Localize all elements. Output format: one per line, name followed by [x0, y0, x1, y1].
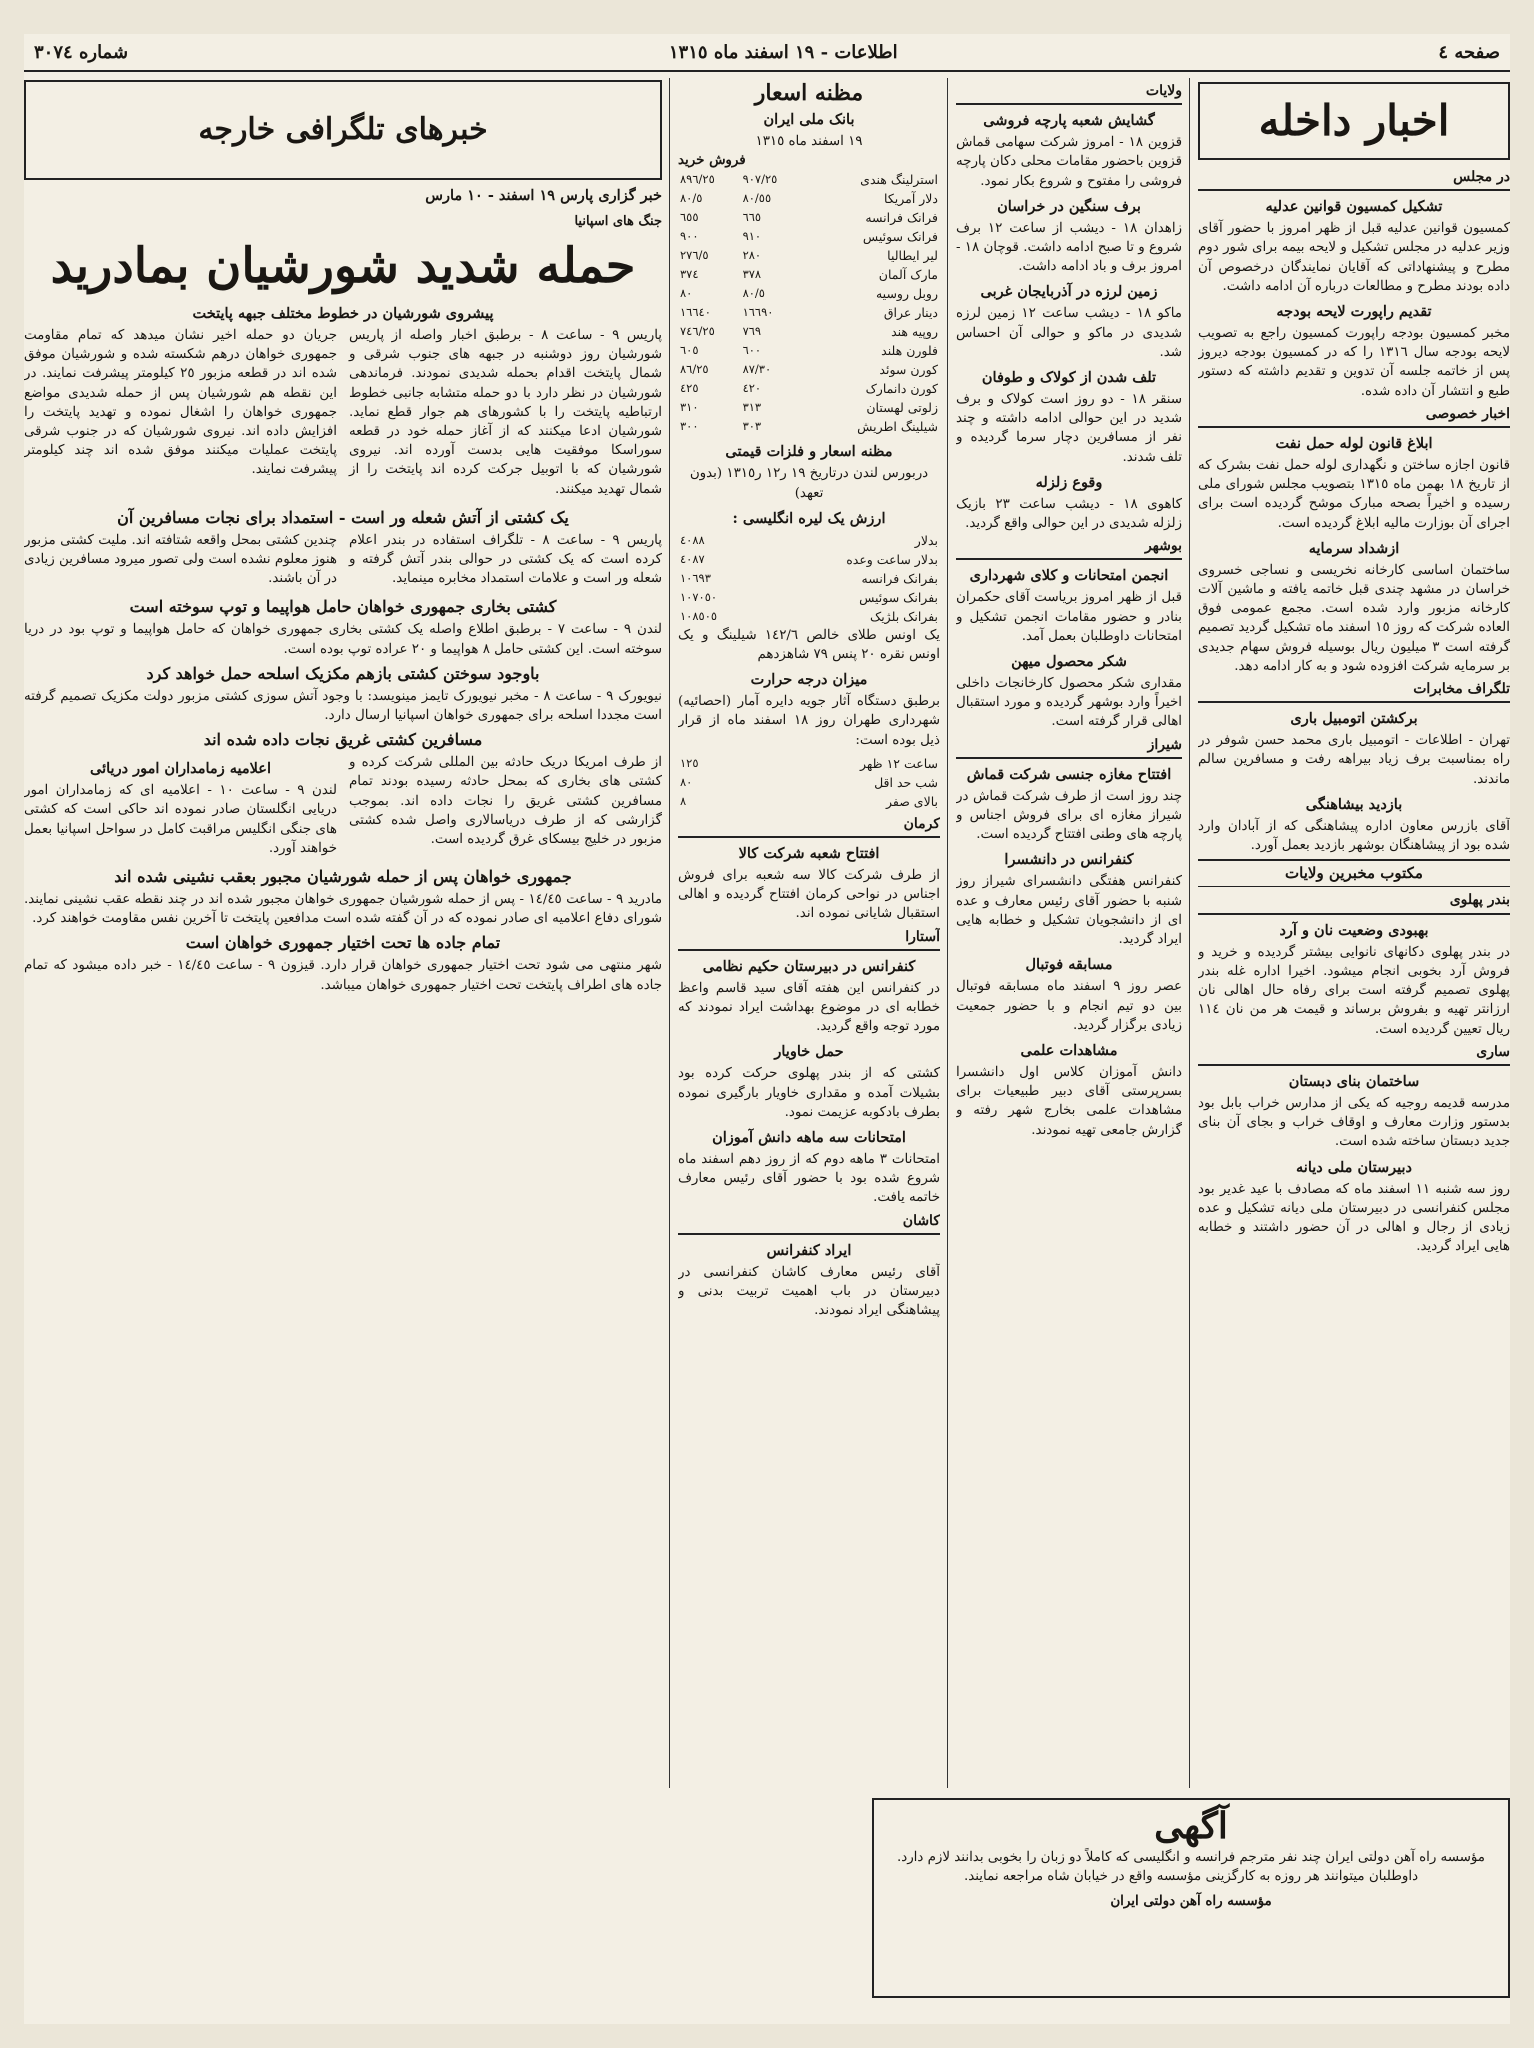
table-cell: ٢٨٠: [742, 248, 762, 263]
table-cell: استرلینگ هندی: [860, 172, 938, 188]
foreign-news-banner: [24, 80, 662, 180]
table-row: [678, 607, 940, 626]
banner-title: خبرهای تلگرافی خارجه: [188, 120, 497, 139]
article-text: چند روز است از طرف شرکت قماش در شیراز مغازه ای برای فروش اجناس و پارچه های وطنی افتتاح گردیده است.: [956, 788, 1182, 843]
dateline: خبر گزاری پارس ١٩ اسفند - ١٠ مارس: [425, 187, 662, 204]
headline: جمهوری خواهان پس از حمله شورشیان مجبور بعقب نشینی شده اند: [114, 867, 572, 887]
table-cell: ١٦٦٤٠: [680, 305, 711, 320]
headline: ایراد کنفرانس: [766, 1241, 852, 1259]
article-text: سنقر ١٨ - دو روز است کولاک و برف شدید در این حوالی ادامه داشته و چند نفر از مسافرین دچار سرما گردیده و تلف شدند.: [956, 392, 1182, 465]
article-text: یک اونس طلای خالص ١٤٢/٦ شیلینگ و یک اونس نقره ٢٠ پنس ٧٩ شاهزدهم: [678, 627, 940, 663]
table-cell: ٩١٠: [742, 229, 762, 244]
headline: افتتاح شعبه شرکت کالا: [738, 845, 880, 863]
table-cell: ١٢٥: [680, 755, 699, 770]
exchange-rates-column: [678, 78, 940, 1798]
headline: کنفرانس در دبیرستان حکیم نظامی: [702, 957, 916, 975]
headline: برف سنگین در خراسان: [997, 197, 1141, 215]
sub-headline: پیشروی شورشیان در خطوط مختلف جبهه پایتخت: [192, 305, 494, 322]
table-cell: فرانک فرانسه: [865, 210, 938, 226]
table-cell: ٣٠٣: [742, 419, 762, 434]
headline: برکشتن اتومبیل باری: [1290, 710, 1418, 728]
table-cell: کورن سوئد: [879, 362, 938, 378]
table-cell: ٨٠: [680, 286, 693, 301]
railway-advertisement: [872, 1798, 1510, 1998]
issue-number: شماره ٣٠٧٤: [34, 41, 129, 63]
table-cell: بفرانک سوئیس: [859, 589, 938, 605]
section-astara: آستارا: [678, 928, 940, 951]
table-cell: ٤٢٥: [680, 381, 699, 396]
column-rule: [947, 78, 948, 1788]
headline: ارزش یک لیره انگلیسی :: [732, 509, 886, 527]
bourse-note: دربورس لندن درتاریخ ١٩ ر١٢ ر١٣١٥ (بدون تعهد): [689, 466, 929, 501]
article-text: تهران - اطلاعات - اتومبیل باری محمد حسن شوفر در راه بمناسبت برف زیاد بیراهه رفت و مسافرین سالم ماندند.: [1198, 733, 1510, 787]
table-cell: ٨٠: [680, 774, 693, 789]
article-text: پاریس ٩ - ساعت ٨ - تلگراف استفاده در بندر اعلام کرده است که یک کشتی در حوالی بندر آتش گرفته و شعله ور است و علامات استمداد مخابره مینماید.: [349, 532, 662, 587]
table-cell: ٦٠٥: [680, 343, 699, 358]
section-telegraph: تلگراف مخابرات: [1198, 680, 1510, 703]
table-cell: ١٠٦٩٣: [680, 570, 711, 585]
ship-fire-article: [24, 531, 662, 593]
table-cell: دینار عراق: [883, 305, 938, 321]
table-row: [678, 303, 940, 322]
section-bushehr: بوشهر: [956, 537, 1182, 560]
table-row: [678, 170, 940, 189]
table-row: [678, 208, 940, 227]
table-cell: فرانک سوئیس: [862, 229, 938, 245]
article-text: در بندر پهلوی دکانهای نانوایی بیشتر گردیده و خرید و فروش آرد بخوبی انجام میشود. اخیرا اداره غله بندر پهلوی تصمیم گرفته است برای رفاه حال اهالی نان ارزانتر تهیه و بفروش برساند و قیمت هر من نان ١١٤ ریال تعیین گردیده است.: [1198, 944, 1510, 1037]
article-text: از طرف شرکت کالا سه شعبه برای فروش اجناس در نواحی کرمان افتتاح گردیده و اهالی استقبال شایانی نموده اند.: [678, 868, 940, 922]
headline: تلف شدن از کولاک و طوفان: [981, 369, 1157, 387]
table-cell: ٢٧٦/٥: [680, 248, 709, 263]
lead-article: [24, 326, 662, 503]
table-row: [678, 588, 940, 607]
article-text: مدرسه قدیمه روجیه که یکی از مدارس خراب بابل بود بدستور وزارت معارف و اوقاف خراب و بجای آن بنای جدید دبستان ساخته شده است.: [1198, 1095, 1510, 1150]
headline: انجمن امتحانات و کلای شهرداری: [969, 567, 1169, 585]
table-row: [678, 417, 940, 436]
table-cell: ٨٠/٥٥: [742, 191, 772, 206]
section-majlis: در مجلس: [1198, 168, 1510, 191]
table-row: [678, 360, 940, 379]
ad-body: مؤسسه راه آهن دولتی ایران چند نفر مترجم فرانسه و انگلیسی که کاملاً دو زبان را بخوبی بدانند لازم دارد. داوطلبان میتوانند هر روزه به کارگزینی مؤسسه واقع در خیابان شاه مراجعه نمایند.: [897, 1850, 1485, 1884]
article-text: شهر منتهی می شود تحت اختیار جمهوری خواهان قرار دارد. قیزون ٩ - ساعت ١٤/٤٥ - خبر داده میشود که تمام جاده های اطراف پایتخت تحت اختیار جمهوری خواهان میباشد.: [24, 958, 662, 993]
table-cell: شب حد اقل: [874, 774, 938, 790]
provinces-column: [956, 78, 1182, 1798]
page-header: [24, 34, 1510, 72]
table-row: [678, 227, 940, 246]
page-number: صفحه ٤: [1438, 41, 1500, 63]
article-text: لندن ٩ - ساعت ١٠ - اعلامیه ای که زمامداران امور دریایی انگلستان صادر نموده اند حاکی است که کشتی های جنگی انگلیس مراقبت کامل در سواحل اسپانیا بعمل خواهند آورد.: [24, 783, 337, 856]
section-kashan: کاشان: [678, 1212, 940, 1235]
section-private: اخبار خصوصی: [1198, 405, 1510, 428]
table-cell: ٦٦٥: [742, 210, 762, 225]
headline: وقوع زلزله: [1035, 473, 1103, 491]
header-date: اطلاعات - ١٩ اسفند ماه ١٣١٥: [668, 41, 898, 63]
table-cell: روبل روسیه: [875, 286, 938, 302]
table-cell: بفرانک بلژیک: [870, 608, 938, 624]
headline: ساختمان بنای دبستان: [1288, 1072, 1420, 1090]
headline: زمین لرزه در آذربایجان غربی: [980, 283, 1158, 301]
article-text: امتحانات ٣ ماهه دوم که از روز دهم اسفند ماه شروع شده بود با حضور آقای رئیس معارف خاتمه یافت.: [678, 1152, 940, 1206]
rates-column-heads: فروش خرید: [678, 152, 746, 169]
table-row: [678, 265, 940, 284]
column-rule: [669, 78, 670, 1788]
table-row: [678, 379, 940, 398]
article-text: مقداری شکر محصول کارخانجات داخلی اخیراً وارد بوشهر گردیده و مورد استقبال اهالی قرار گرفته است.: [956, 676, 1182, 730]
headline: مشاهدات علمی: [1020, 1041, 1118, 1059]
table-row: [678, 773, 940, 792]
article-text: کاهوی ١٨ - دیشب ساعت ٢٣ بازیک زلزله شدیدی در این حوالی واقع گردید.: [956, 496, 1182, 532]
article-text: جریان دو حمله اخیر نشان میدهد که تمام مقاومت جمهوری خواهان درهم شکسته شده و شورشیان موفق شده اند در قطعه مزبور ٢٥ کیلومتر پیشرفت نمایند. در این نقطه هم شورشیان پس از حمله شدیدی مواضع جمهوری خواهان را اشغال نموده و تهدید پایتخت را افزایش داده اند. نیروی شورشیان که در جنوب شرقی پایتخت عملیات میکنند موفق شده اند چند کیلومتر پیشرفت نمایند.: [24, 328, 337, 478]
table-cell: ٣٧٤: [680, 267, 699, 282]
article-text: ساختمان اساسی کارخانه نخریسی و نساجی خسروی خراسان در مشهد چندی قبل خاتمه یافته و ماشین آلات کارخانه مزبور وارد شده است. مجمع عمومی فوق العاده شرکت که روز ١٥ اسفند ماه تشکیل گردید تصمیم گرفته است ٣ میلیون ریال بوسیله فروش سهام جدیدی بر سرمایه شرکت افزوده شود و به کار ادامه دهد.: [1198, 562, 1510, 674]
article-text: قبل از ظهر امروز بریاست آقای حکمران بنادر و حضور مقامات انجمن تشکیل و امتحانات داوطلبان بعمل آمد.: [956, 590, 1182, 644]
table-cell: ٣١٠: [680, 400, 699, 415]
section-kerman: کرمان: [678, 815, 940, 838]
headline: اعلامیه زمامداران امور دریائی: [90, 760, 271, 778]
article-text: قانون اجازه ساختن و نگهداری لوله حمل نفت بشرک که از تاریخ ١٨ بهمن ماه ١٣١٥ بتصویب مجلس شورای ملی رسیده و اخیراً بصحه مبارک موشح گردیده است برای اجرای آن بوزارت مالیه ابلاغ گردیده است.: [1198, 458, 1510, 531]
table-cell: ٤٠٨٧: [680, 551, 705, 566]
table-cell: بدلار: [914, 532, 938, 548]
table-cell: روپیه هند: [891, 324, 938, 340]
article-text: ماکو ١٨ - دیشب ساعت ١٢ زمین لرزه شدیدی در ماکو و حوالی آن احساس شد.: [956, 306, 1182, 360]
article-text: مادرید ٩ - ساعت ١٤/٤٥ - پس از حمله شورشیان جمهوری خواهان مجبور شده اند در چند نقطه عقب نشینی نمایند. شورای دفاع اعلامیه ای صادر نموده که در آن گفته شده است مدافعین پایتخت تا آخرین نفس مقاومت خواهند کرد.: [24, 892, 662, 927]
section-provinces: ولایات: [956, 82, 1182, 105]
table-cell: ١٠٨٥٠٥: [680, 608, 718, 623]
headline: مسابقه فوتبال: [1025, 956, 1113, 974]
foreign-news-column: [24, 78, 662, 1790]
headline: یک کشتی از آتش شعله ور است - استمداد برای نجات مسافرین آن: [117, 507, 569, 527]
table-cell: ٩٠٠: [680, 229, 699, 244]
headline: تشکیل کمسیون قوانین عدلیه: [1265, 198, 1443, 216]
section-shiraz: شیراز: [956, 736, 1182, 759]
table-cell: ٩٠٧/٢٥: [742, 172, 778, 187]
table-cell: ٦٥٥: [680, 210, 699, 225]
headline: گشایش شعبه پارچه فروشی: [983, 112, 1155, 130]
table-cell: بفرانک فرانسه: [861, 570, 938, 586]
table-cell: ١٦٦٩٠: [742, 305, 774, 320]
table-cell: ٣٠٠: [680, 419, 699, 434]
headline: حمل خاویار: [774, 1043, 844, 1061]
headline: بازدید بیشاهنگی: [1305, 795, 1403, 813]
table-row: [678, 754, 940, 773]
headline: شکر محصول میهن: [1011, 653, 1127, 671]
headline: امتحانات سه ماهه دانش آموزان: [712, 1129, 906, 1147]
headline: مظنه اسعار و فلزات قیمتی: [725, 443, 893, 461]
table-row: [678, 550, 940, 569]
table-cell: بالای صفر: [885, 793, 938, 809]
table-row: [678, 341, 940, 360]
temperature-table: [678, 754, 940, 811]
domestic-masthead: اخبار داخله: [1198, 82, 1510, 160]
headline: باوجود سوختن کشتی بازهم مکزیک اسلحه حمل خواهد کرد: [146, 663, 540, 683]
headline: کنفرانس در دانشسرا: [1004, 851, 1134, 869]
table-cell: ٤٢٠: [742, 381, 762, 396]
rescue-article: [24, 753, 662, 862]
section-spain: جنگ های اسپانیا: [574, 214, 662, 229]
headline: ابلاغ قانون لوله حمل نفت: [1275, 435, 1433, 453]
table-row: [678, 531, 940, 550]
section-sari: ساری: [1198, 1043, 1510, 1066]
table-cell: زلوتی لهستان: [866, 400, 938, 416]
headline: بهبودی وضعیت نان و آرد: [1279, 921, 1429, 939]
table-row: [678, 398, 940, 417]
table-row: [678, 792, 940, 811]
table-cell: ساعت ١٢ ظهر: [859, 755, 938, 771]
headline: تقدیم راپورت لایحه بودجه: [1276, 303, 1432, 321]
article-text: لندن ٩ - ساعت ٧ - برطبق اطلاع واصله یک کشتی بخاری جمهوری خواهان که حامل هواپیما و توپ بود در دریا سوخته است. این کشتی حامل ٨ هواپیما و ٢٠ عراده توپ بوده است.: [24, 622, 662, 657]
headline: کشتی بخاری جمهوری خواهان حامل هواپیما و توپ سوخته است: [129, 597, 557, 617]
table-cell: مارک آلمان: [878, 267, 938, 283]
table-cell: ٨: [680, 793, 687, 808]
table-cell: بدلار ساعت وعده: [846, 551, 938, 567]
rates-table: [678, 170, 940, 436]
article-text: در کنفرانس این هفته آقای سید قاسم واعظ خطابه ای در موضوع بهداشت ایراد نمودند که مورد توجه واقع گردید.: [678, 980, 940, 1035]
table-cell: ٨٦/٢٥: [680, 362, 709, 377]
headline: افتتاح مغازه جنسی شرکت قماش: [966, 765, 1172, 783]
headline: دبیرستان ملی دیانه: [1296, 1158, 1412, 1176]
provincial-correspondents-bar: مکتوب مخبرین ولایات: [1198, 859, 1510, 887]
column-rule: [1189, 78, 1190, 1788]
table-cell: ٨٠/٥: [680, 191, 703, 206]
headline: ازشداد سرمایه: [1308, 539, 1400, 557]
newspaper-page: [24, 34, 1510, 2024]
ad-title: آگهی: [1154, 1805, 1228, 1847]
main-headline: حمله شدید شورشیان بمادرید: [50, 238, 636, 294]
article-text: کنفرانس هفتگی دانشسرای شیراز روز شنبه با حضور آقای رئیس معارف و عده ای از دانشجویان تشکیل و خطابه هایی ایراد گردید.: [956, 874, 1182, 948]
table-row: [678, 246, 940, 265]
rates-date: ١٩ اسفند ماه ١٣١٥: [755, 134, 863, 149]
table-cell: ٣١٣: [742, 400, 762, 415]
table-cell: ٤٠٨٨: [680, 532, 705, 547]
table-row: [678, 284, 940, 303]
table-cell: لیر ایطالیا: [887, 248, 938, 264]
article-text: روز سه شنبه ١١ اسفند ماه که مصادف با عید غدیر بود مجلس کنفرانسی در دبیرستان ملی دیانه تشکیل و عده زیادی از رجال و اهالی در آن حضور داشتند و خطابه هایی ایراد گردید.: [1198, 1181, 1510, 1255]
article-text: آقای رئیس معارف کاشان کنفرانسی در دبیرستان در باب اهمیت تربیت بدنی و پیشاهنگی ایراد نمودند.: [678, 1264, 940, 1319]
domestic-news-column: [1198, 78, 1510, 1998]
table-row: [678, 189, 940, 208]
table-cell: ٣٧٨: [742, 267, 762, 282]
table-cell: ٨٩٦/٢٥: [680, 172, 715, 187]
article-text: قزوین ١٨ - امروز شرکت سهامی قماش قزوین باحضور مقامات محلی دکان پارچه فروشی را مفتوح و شروع بکار نمود.: [956, 135, 1182, 189]
table-row: [678, 569, 940, 588]
pound-value-table: [678, 531, 940, 626]
bank-name: بانک ملی ایران: [763, 111, 855, 128]
headline: میزان درجه حرارت: [750, 671, 868, 689]
article-text: مخبر کمسیون بودجه راپورت کمسیون راجع به تصویب لایحه بودجه سال ١٣١٦ را که در کمسیون بودجه دیروز پس از خاتمه جلسه آن تدوین و تقدیم داشته که دستور طبع و انتشار آن داده شده.: [1198, 326, 1510, 399]
article-text: کمسیون قوانین عدلیه قبل از ظهر امروز با حضور آقای وزیر عدلیه در مجلس تشکیل و لایحه بیمه برای شور دوم مطرح و پیشنهاداتی که آقایان نمایندگان درخصوص آن داده بودند مطرح و مطالعات درباره آن ادامه داشت.: [1198, 221, 1510, 294]
article-text: زاهدان ١٨ - دیشب از ساعت ١٢ برف شروع و تا صبح ادامه داشت. قوچان ١٨ - امروز برف و باد ادامه داشت.: [956, 220, 1182, 275]
article-text: دانش آموزان کلاس اول دانشسرا بسرپرستی آقای دبیر طبیعیات برای مشاهدات علمی بخارج شهر رفته و گزارش جامعی تهیه نمودند.: [956, 1064, 1182, 1138]
table-cell: ٧٦٩: [742, 324, 762, 339]
article-text: کشتی که از بندر پهلوی حرکت کرده بود بشیلات آمده و مقداری خاویار بارگیری نموده بطرف بادکوبه عزیمت نمود.: [678, 1066, 940, 1120]
table-cell: ٧٤٦/٢٥: [680, 324, 715, 339]
rates-title: مظنه اسعار: [754, 80, 864, 106]
article-text: از طرف امریکا دریک حادثه بین المللی شرکت کرده و کشتی های بخاری که بمحل حادثه رسیده بودند تمام مسافرین کشتی غریق را نجات داده اند. بموجب گزارشی که از طرف دریاسالاری واصل شده کشتی مزبور در خلیج بیسکای غرق گردیده است.: [349, 755, 662, 848]
article-text: پاریس ٩ - ساعت ٨ - برطبق اخبار واصله از پاریس شورشیان روز دوشنبه در جبهه های جنوب شرقی و شمال پایتخت اقدام بحمله شدیدی نمودند. فرماندهی شورشیان در نظر دارد با دو حمله متشابه جانبی خطوط ارتباطیه پایتخت را با کشورهای هم جوار قطع نماید. شورشیان ادعا میکنند که از آغاز حمله خود در قطعه سوراسکا موفقیت هایی بدست آورده اند. نیروی شورشیان که با اتوبیل جرکت کرده اند پایتخت را از شمال تهدید میکنند.: [349, 328, 662, 497]
article-text: نیویورک ٩ - ساعت ٨ - مخبر نیویورک تایمز مینویسد: با وجود آتش سوزی کشتی مزبور دولت مکزیک تصمیم گرفته است مجددا اسلحه برای جمهوری خواهان اسپانیا ارسال دارد.: [24, 688, 662, 724]
table-row: [678, 322, 940, 341]
table-cell: ٨٧/٣٠: [742, 362, 772, 377]
article-text: آقای بازرس معاون اداره پیشاهنگی که از آبادان وارد شده بود از پیشاهنگان بوشهر بازدید بعمل آورد.: [1198, 818, 1510, 854]
table-cell: دلار آمریکا: [884, 191, 938, 207]
headline: مسافرین کشتی غریق نجات داده شده اند: [203, 730, 483, 750]
table-cell: کورن دانمارک: [865, 381, 938, 397]
article-text: برطبق دستگاه آثار جویه دایره آمار (احصائیه) شهرداری طهران روز ١٨ اسفند ماه از قرار ذیل بوده است:: [678, 694, 940, 748]
table-cell: فلورن هلند: [881, 343, 938, 359]
article-text: عصر روز ٩ اسفند ماه مسابقه فوتبال بین دو تیم انجام و با حضور جمعیت زیادی برگزار گردید.: [956, 979, 1182, 1033]
headline: تمام جاده ها تحت اختیار جمهوری خواهان است: [185, 933, 501, 953]
table-cell: ٦٠٠: [742, 343, 762, 358]
table-cell: شیلینگ اطریش: [857, 419, 938, 435]
table-cell: ٨٠/٥: [742, 286, 765, 301]
ad-signature: مؤسسه راه آهن دولتی ایران: [1110, 1893, 1272, 1909]
article-text: چندین کشتی بمحل واقعه شتافته اند. ملیت کشتی مزبور هنوز معلوم نشده است ولی تصور میرود مسافرین زیادی در آن باشند.: [24, 532, 337, 587]
section-bandar-pahlavi: بندر پهلوی: [1198, 891, 1510, 914]
table-cell: ١٠٧٠٥٠: [680, 589, 718, 604]
